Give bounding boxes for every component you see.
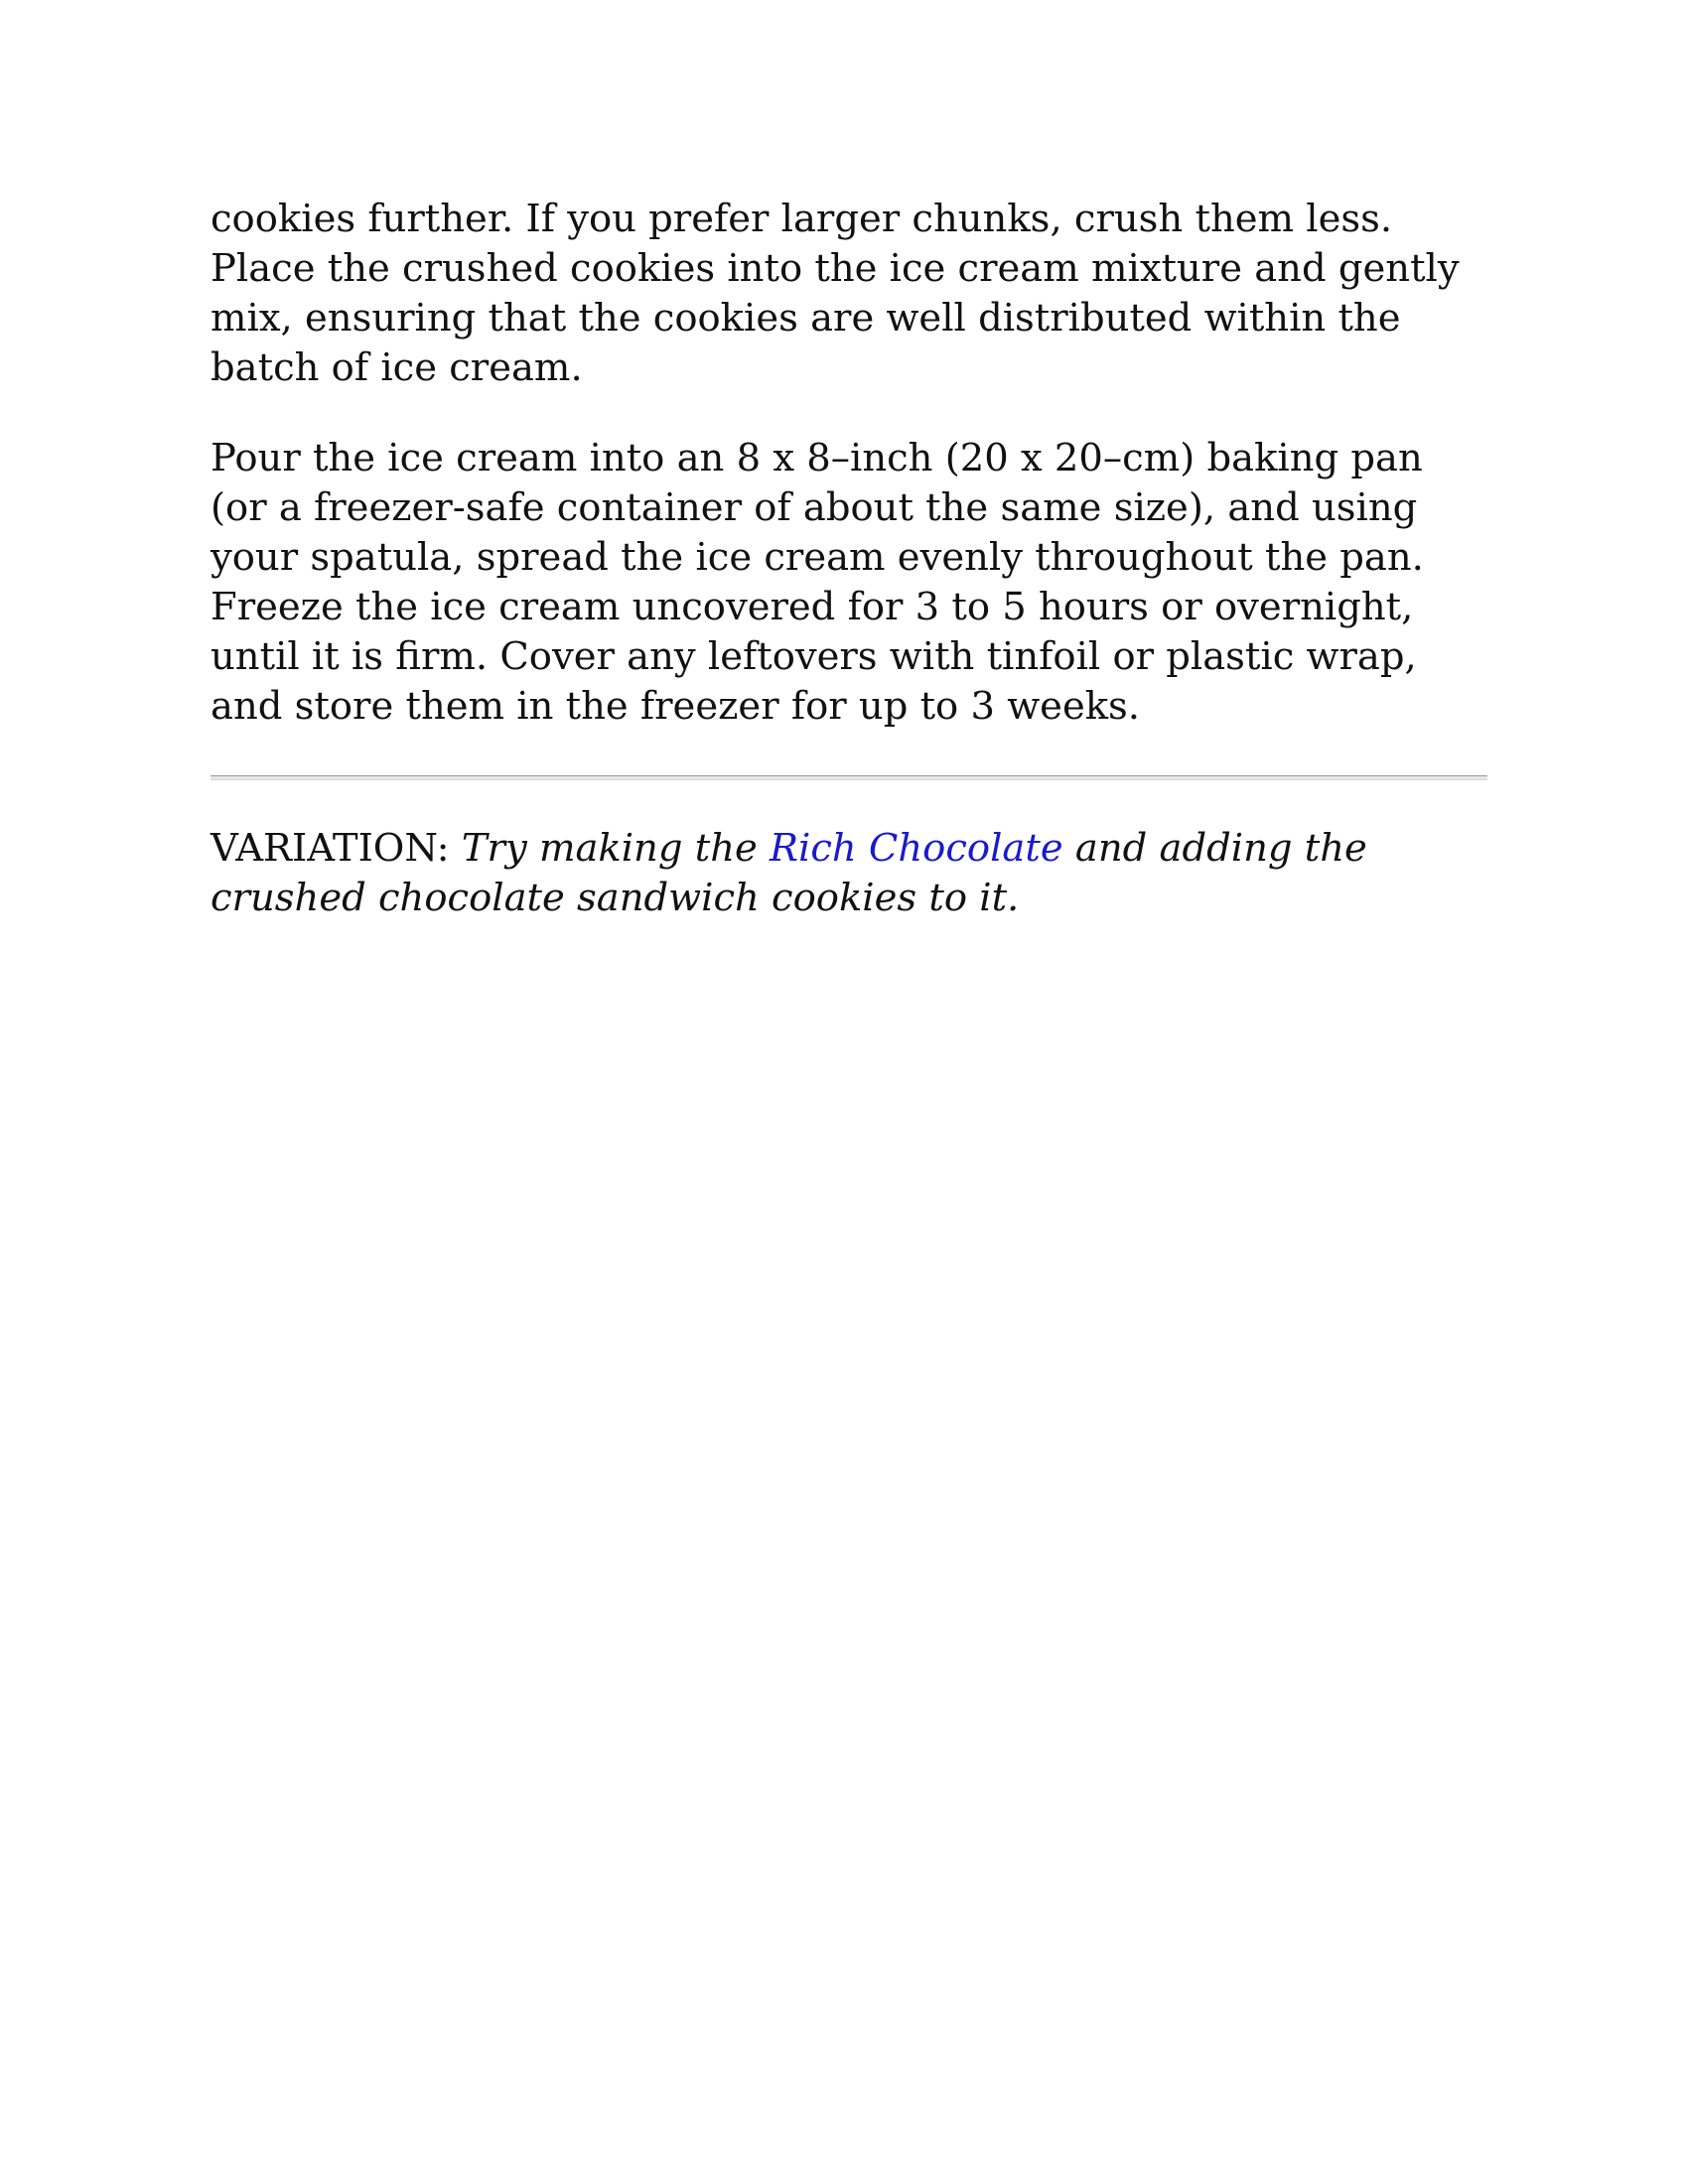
variation-text-before: Try making the (461, 826, 758, 871)
variation-label: VARIATION: (211, 826, 450, 871)
body-paragraph-2: Pour the ice cream into an 8 x 8–inch (20 x 20–cm) baking pan (or a freezer-safe container of about the same size), and using your spatula, spread the ice cream evenly throughout the pan. Freeze the ice cream uncovered for 3 to 5 hours or overnight, until it is firm. Cover any leftovers with tinfoil or plastic wrap, and store them in the freezer for up to 3 weeks. (211, 436, 1424, 729)
body-paragraph-1: cookies further. If you prefer larger chunks, crush them less. Place the crushed cookies into the ice cream mixture and gently mix, ensuring that the cookies are well distributed within the batch of ice cream. (211, 197, 1460, 390)
section-divider (211, 775, 1487, 780)
variation-text-after: and adding the crushed chocolate sandwich cookies to it. (211, 826, 1367, 920)
document-page (211, 195, 1487, 962)
variation-note (211, 824, 1487, 923)
rich-chocolate-link[interactable]: Rich Chocolate (770, 826, 1063, 871)
